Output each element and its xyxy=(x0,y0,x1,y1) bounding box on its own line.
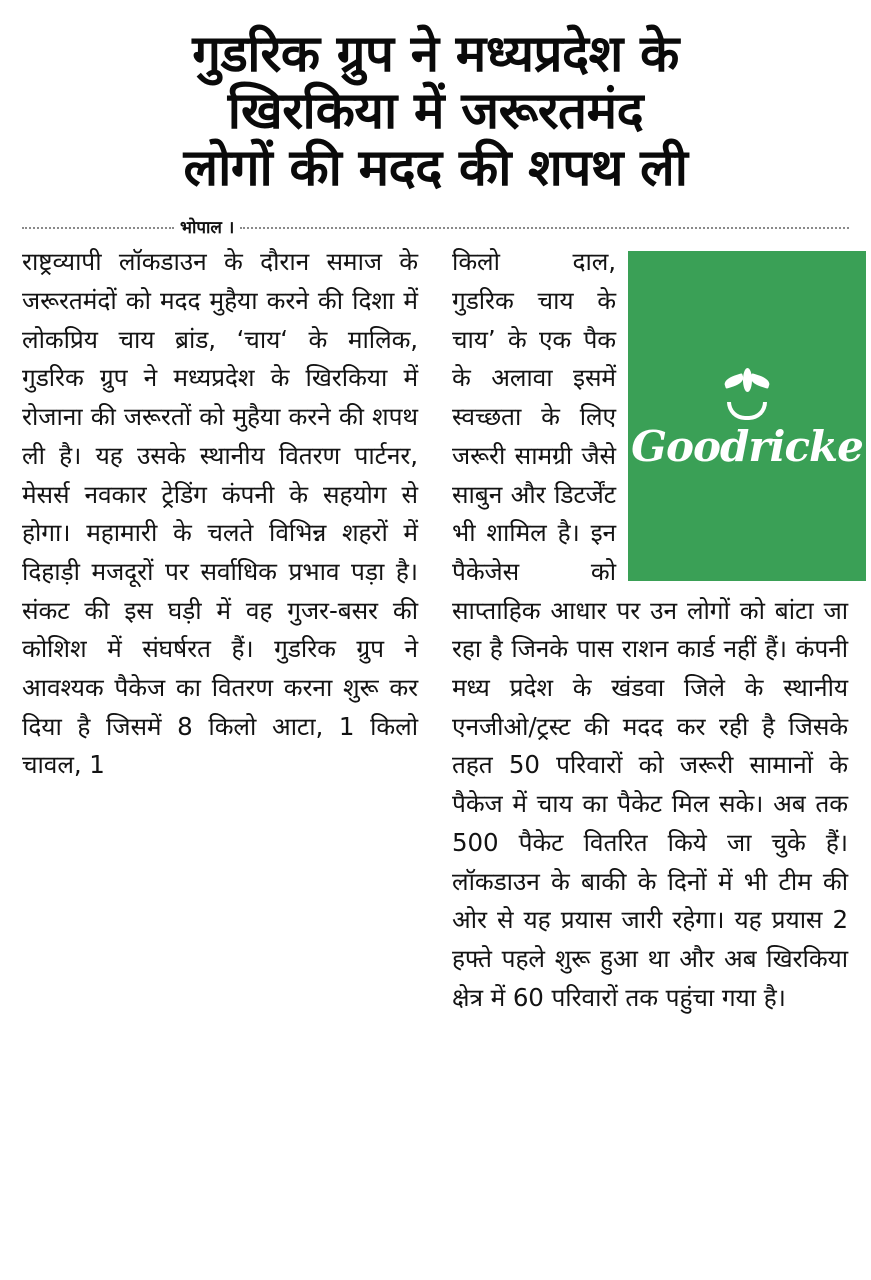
logo-content xyxy=(628,364,866,472)
goodricke-logo-image xyxy=(628,251,866,581)
headline-line-2: खिरकिया में जरूरतमंद xyxy=(227,82,644,142)
logo-wordmark: Goodricke xyxy=(631,422,863,472)
article-text-left: राष्ट्रव्यापी लॉकडाउन के दौरान समाज के जरूरतमंदों को मदद मुहैया करने की दिशा में लोकप्रिय चाय ब्रांड, ‘चाय‘ के मालिक, गुडरिक ग्रुप ने मध्यप्रदेश के खिरकिया में रोजाना की जरूरतों को मुहैया करने की शपथ ली है। यह उसके स्थानीय वितरण पार्टनर, मेसर्स नवकार ट्रेडिंग कंपनी के सहयोग से होगा। महामारी के चलते विभिन्न शहरों में दिहाड़ी मजदूरों पर सर्वाधिक प्रभाव पड़ा है। संकट की इस घड़ी में वह गुजर-बसर की कोशिश में संघर्षरत हैं। गुडरिक ग्रुप ने आवश्यक पैकेज का वितरण करना शुरू कर दिया है जिसमें 8 किलो आटा, 1 किलो चावल, 1 xyxy=(22,247,418,780)
dateline: भोपाल । xyxy=(180,217,235,238)
article-text-right: किलो दाल, गुडरिक चाय के चाय’ के एक पैक के अलावा इसमें स्वच्छता के लिए जरूरी सामग्री जैसे साबुन और डिटर्जेंट भी शामिल है। इन पैकेजेस को साप्ताहिक आधार पर उन लोगों को बांटा जा रहा है जिनके पास राशन कार्ड नहीं हैं। कंपनी मध्य प्रदेश के खंडवा जिले के स्थानीय एनजीओ/ट्रस्ट की मदद कर रही है जिसके तहत 50 परिवारों को जरूरी सामानों के पैकेज में चाय का पैकेट मिल सके। अब तक 500 पैकेट वितरित किये जा चुके हैं। लॉकडाउन के बाकी के दिनों में भी टीम की ओर से यह प्रयास जारी रहेगा। यह प्रयास 2 हफ्ते पहले शुरू हुआ था और अब खिरकिया क्षेत्र में 60 परिवारों तक पहुंचा गया है। xyxy=(452,247,848,1012)
divider-right xyxy=(240,227,849,229)
headline-line-1: गुडरिक ग्रुप ने मध्यप्रदेश के xyxy=(192,25,679,84)
dateline-row xyxy=(22,219,849,237)
page-title xyxy=(22,26,849,197)
headline-line-3: लोगों की मदद की शपथ ली xyxy=(183,139,688,199)
article-column-left xyxy=(22,243,418,785)
article-body xyxy=(22,243,863,1017)
divider-left xyxy=(22,227,174,229)
article-column-right xyxy=(452,243,863,1017)
tea-leaf-cup-icon xyxy=(718,364,776,422)
